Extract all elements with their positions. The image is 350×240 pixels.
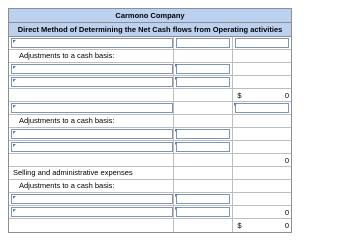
label-row [9, 50, 291, 63]
empty-cell [173, 167, 233, 179]
empty-cell [173, 180, 233, 192]
subtotal-value: 0 [284, 90, 289, 100]
subtotal-value: 0 [284, 155, 289, 165]
subtotal-value-cell [232, 154, 291, 166]
entry-row [9, 63, 291, 76]
amount-input[interactable] [176, 64, 231, 74]
amount-input[interactable] [176, 38, 231, 48]
amount-column-cell[interactable] [173, 193, 233, 205]
dropdown-marker-icon [13, 66, 16, 69]
cash-flow-worksheet [8, 8, 292, 233]
total-column-cell[interactable] [232, 37, 291, 49]
dropdown-marker-icon [13, 79, 16, 82]
adjustments-label: Adjustments to a cash basis: [19, 116, 115, 125]
dropdown-marker-icon [175, 129, 178, 132]
label-row [9, 115, 291, 128]
amount-column-cell[interactable] [173, 206, 233, 218]
entry-row [9, 102, 291, 115]
dropdown-marker-icon [175, 64, 178, 67]
dropdown-marker-icon [13, 131, 16, 134]
dropdown-marker-icon [175, 77, 178, 80]
amount-column-cell[interactable] [173, 141, 233, 153]
label-row [9, 180, 291, 193]
selling-admin-label: Selling and administrative expenses [13, 168, 133, 177]
total-value: 0 [284, 221, 289, 230]
currency-symbol: $ [237, 221, 242, 230]
empty-cell [232, 180, 291, 192]
amount-input[interactable] [176, 194, 231, 204]
empty-cell [9, 154, 173, 166]
dropdown-marker-icon [13, 105, 16, 108]
empty-cell [173, 219, 233, 232]
empty-cell [173, 115, 233, 127]
empty-cell [9, 219, 173, 232]
dropdown-marker-icon [175, 207, 178, 210]
amount-column-cell[interactable] [173, 37, 233, 49]
line-item-dropdown[interactable] [11, 194, 173, 204]
empty-cell [232, 167, 291, 179]
label-row [9, 167, 291, 180]
total-input[interactable] [235, 103, 289, 113]
subtotal-row [9, 89, 291, 102]
currency-symbol: $ [237, 90, 242, 100]
empty-cell [173, 50, 233, 62]
total-column-cell [232, 193, 291, 205]
empty-cell [173, 154, 233, 166]
total-row [9, 219, 291, 232]
line-item-dropdown[interactable] [11, 103, 173, 113]
line-item-dropdown[interactable] [11, 64, 173, 74]
subtotal-value-cell [232, 89, 291, 101]
dropdown-marker-icon [13, 144, 16, 147]
adjustments-label: Adjustments to a cash basis: [19, 181, 115, 190]
dropdown-marker-icon [175, 142, 178, 145]
dropdown-marker-icon [13, 40, 16, 43]
dropdown-marker-icon [175, 194, 178, 197]
entry-row [9, 128, 291, 141]
line-item-dropdown[interactable] [11, 38, 173, 48]
entry-row [9, 206, 291, 219]
line-item-dropdown[interactable] [11, 77, 173, 87]
total-column-cell [232, 141, 291, 153]
amount-input[interactable] [176, 77, 231, 87]
dropdown-marker-icon [13, 196, 16, 199]
subtotal-value: 0 [284, 207, 289, 217]
empty-cell [173, 89, 233, 101]
empty-cell [9, 89, 173, 101]
amount-column-cell [173, 102, 233, 114]
amount-column-cell[interactable] [173, 128, 233, 140]
amount-column-cell[interactable] [173, 76, 233, 88]
total-column-cell [232, 76, 291, 88]
line-item-dropdown[interactable] [11, 142, 173, 152]
empty-cell [232, 115, 291, 127]
total-value-cell [232, 219, 291, 232]
adjustments-label: Adjustments to a cash basis: [19, 51, 115, 60]
subtotal-row [9, 154, 291, 167]
entry-row [9, 141, 291, 154]
line-item-dropdown[interactable] [11, 129, 173, 139]
amount-input[interactable] [176, 129, 231, 139]
total-column-cell [232, 63, 291, 75]
amount-input[interactable] [176, 207, 231, 217]
company-title: Carmono Company [9, 9, 291, 23]
dropdown-marker-icon [13, 209, 16, 212]
total-column-cell[interactable] [232, 102, 291, 114]
line-item-dropdown[interactable] [11, 207, 173, 217]
empty-cell [232, 50, 291, 62]
worksheet-subtitle: Direct Method of Determining the Net Cash flows from Operating activities [9, 23, 291, 37]
total-input[interactable] [235, 38, 289, 48]
amount-input[interactable] [176, 142, 231, 152]
dropdown-marker-icon [234, 103, 237, 106]
entry-row [9, 76, 291, 89]
entry-row [9, 193, 291, 206]
total-column-cell [232, 128, 291, 140]
subtotal-value-cell [232, 206, 291, 218]
amount-column-cell[interactable] [173, 63, 233, 75]
entry-row [9, 37, 291, 50]
